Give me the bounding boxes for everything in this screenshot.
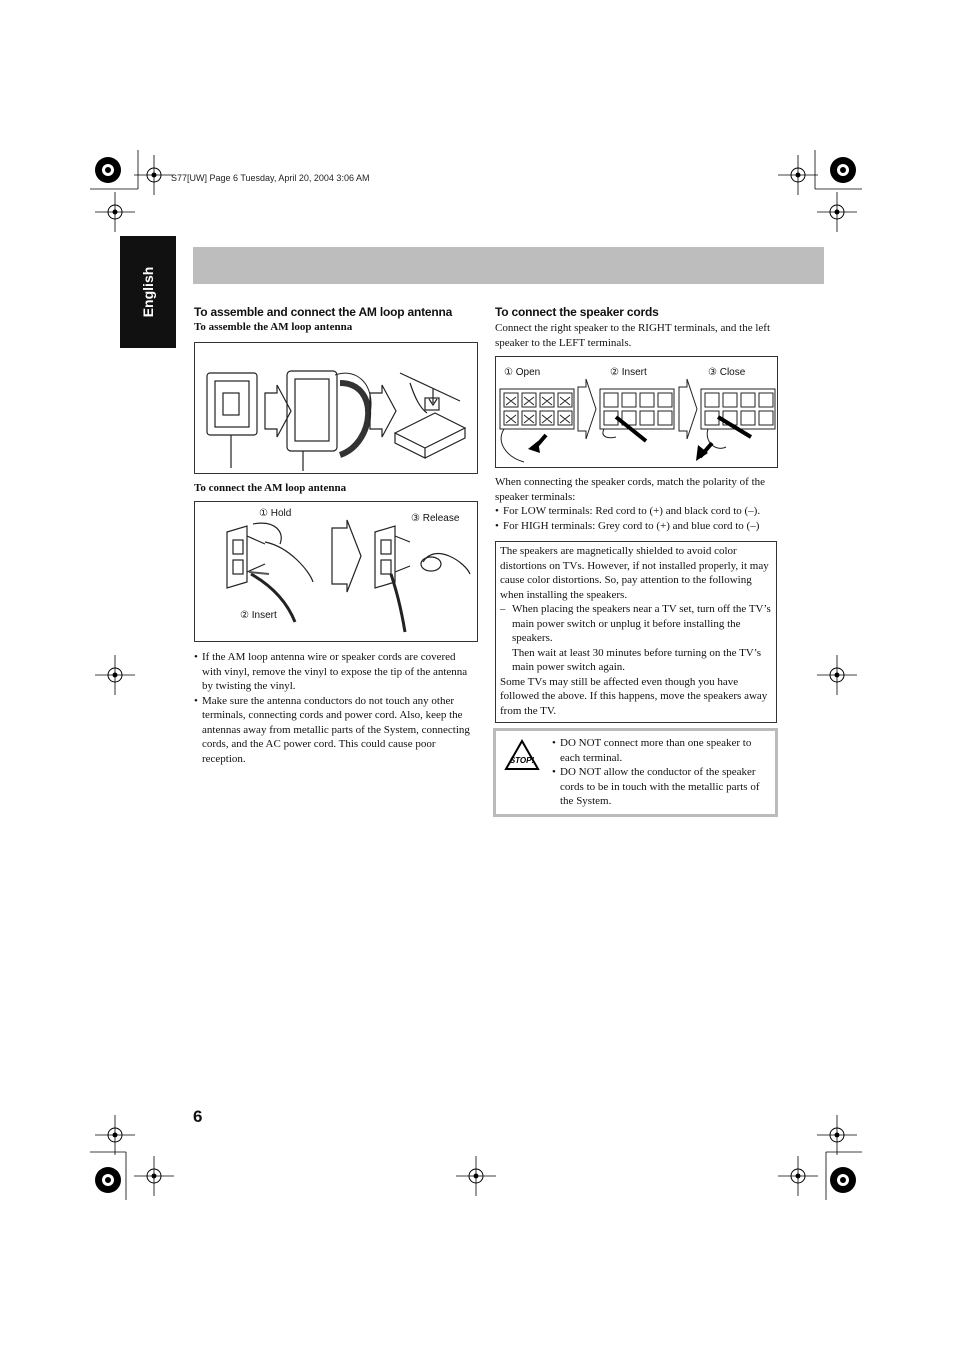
- language-tab: [120, 236, 176, 348]
- speaker-terminal-figure: [495, 356, 778, 468]
- assemble-subtitle: To assemble the AM loop antenna: [194, 321, 353, 333]
- antenna-bullet: • If the AM loop antenna wire or speaker cords are covered with vinyl, remove the vinyl to expose the tip of the antenna by twisting the vinyl.: [194, 650, 476, 694]
- print-header: S77[UW] Page 6 Tuesday, April 20, 2004 3:06 AM: [171, 173, 370, 183]
- insert-step-label: ② Insert: [610, 367, 647, 378]
- section-header-band: [193, 247, 824, 284]
- speaker-intro: Connect the right speaker to the RIGHT terminals, and the left speaker to the LEFT terminals.: [495, 322, 771, 349]
- assemble-antenna-figure: [194, 342, 478, 474]
- magnetic-shield-note: [495, 541, 777, 723]
- am-antenna-title: To assemble and connect the AM loop antenna: [194, 305, 453, 319]
- polarity-bullet: • For HIGH terminals: Grey cord to (+) and blue cord to (–): [495, 519, 785, 534]
- speaker-terminal-illustration: [496, 357, 777, 467]
- note-paragraph: The speakers are magnetically shielded to avoid color distortions on TVs. However, if not installed properly, it may cause color distortions. So, pay attention to the following when installing the speakers.: [500, 545, 769, 601]
- connect-antenna-illustration: [195, 502, 477, 641]
- note-continuation: Then wait at least 30 minutes before turning on the TV’s main power switch again.: [512, 646, 762, 673]
- connect-subtitle: To connect the AM loop antenna: [194, 482, 347, 494]
- polarity-bullets: [495, 504, 785, 533]
- note-dash-item: – When placing the speakers near a TV set, turn off the TV’s main power switch or unplug it before installing the speakers.: [500, 603, 771, 644]
- polarity-text: When connecting the speaker cords, match the polarity of the speaker terminals:: [495, 476, 766, 503]
- open-label: ① Open: [504, 367, 541, 378]
- note-paragraph: Some TVs may still be affected even though you have followed the above. If this happens, move the speakers away from the TV.: [500, 675, 768, 717]
- antenna-bullet: • Make sure the antenna conductors do not touch any other terminals, connecting cords and power cord. Also, keep the antennas away from metallic parts of the System, connecting cords, and the AC power cord. This could cause poor reception.: [194, 694, 476, 767]
- connect-antenna-figure: [194, 501, 478, 642]
- insert-label: ② Insert: [240, 610, 277, 621]
- stop-warning-icon: [504, 739, 540, 771]
- assemble-antenna-illustration: [195, 343, 477, 473]
- release-label: ③ Release: [411, 513, 460, 524]
- note-dash-text: When placing the speakers near a TV set, turn off the TV’s main power switch or unplug it before installing the speakers.: [512, 603, 771, 644]
- speaker-cords-title: To connect the speaker cords: [495, 305, 659, 319]
- hold-label: ① Hold: [259, 508, 292, 519]
- warning-bullet: • DO NOT allow the conductor of the speaker cords to be in touch with the metallic parts of the System.: [552, 765, 770, 809]
- antenna-bullets: [194, 650, 476, 766]
- polarity-bullet: • For LOW terminals: Red cord to (+) and black cord to (–).: [495, 504, 785, 519]
- warning-box: [493, 728, 778, 817]
- warning-bullets: [552, 736, 770, 809]
- close-label: ③ Close: [708, 367, 746, 378]
- page-number: 6: [193, 1107, 203, 1126]
- warning-bullet: • DO NOT connect more than one speaker to each terminal.: [552, 736, 770, 765]
- stop-icon-text: STOP!: [509, 756, 535, 765]
- language-tab-label: English: [140, 266, 156, 318]
